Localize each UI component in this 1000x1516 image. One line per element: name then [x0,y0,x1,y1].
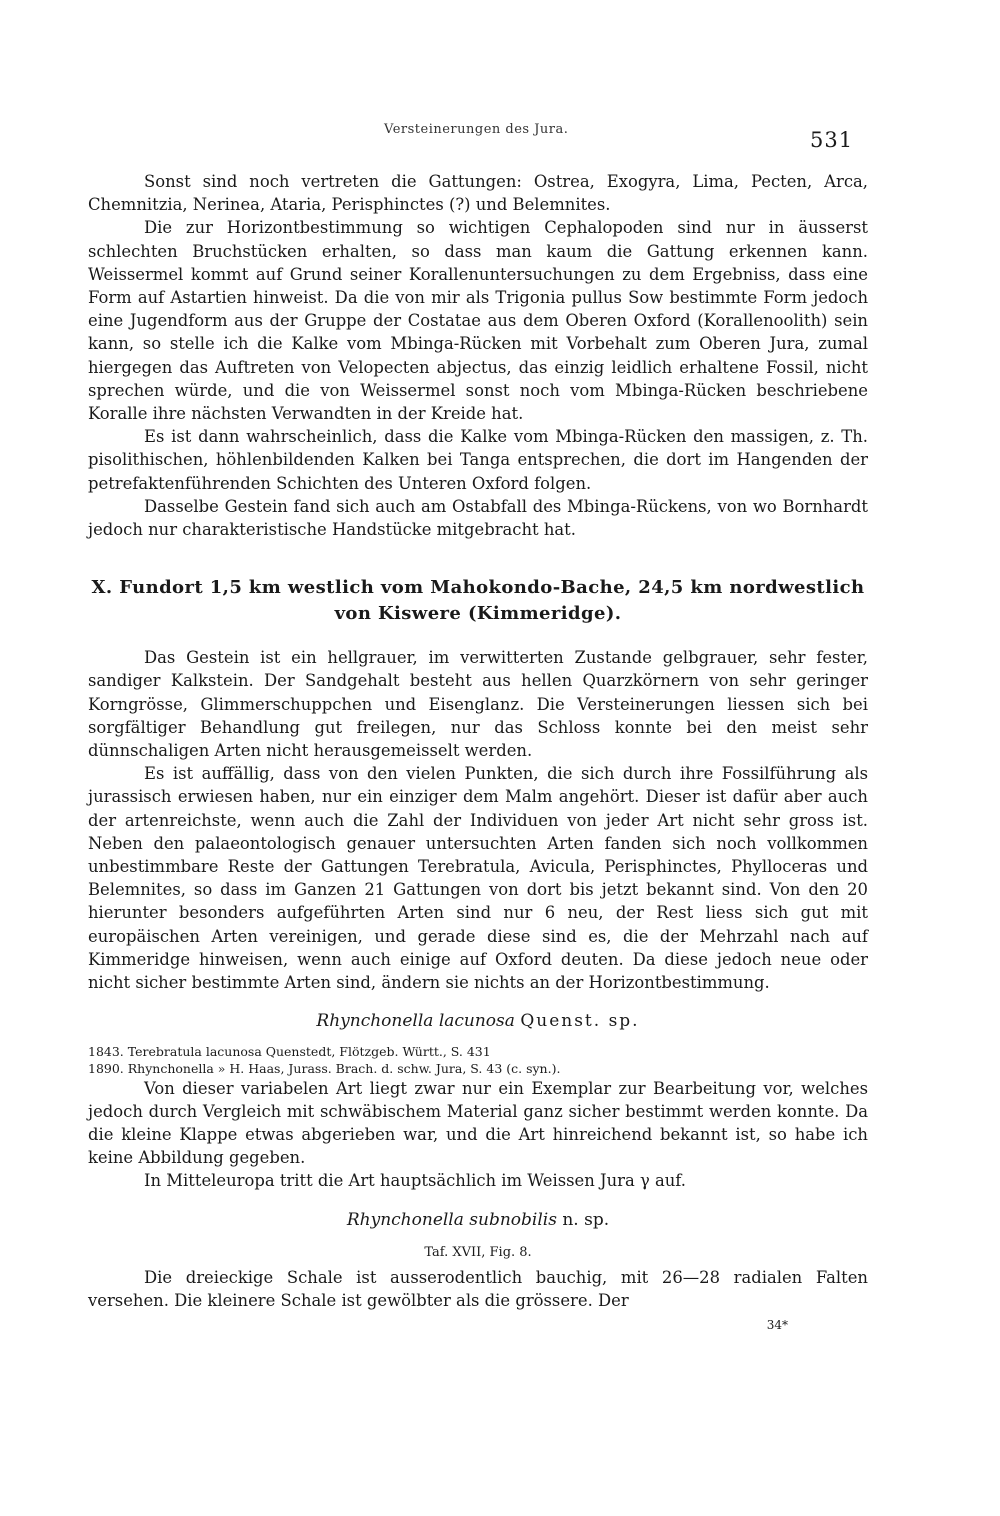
species-title [88,1010,868,1033]
species-author: n. sp. [562,1209,610,1230]
body-text [88,170,868,1338]
paragraph: Dasselbe Gestein fand sich auch am Ostabfall des Mbinga-Rückens, von wo Bornhardt jedoch nur charakteristische Handstücke mitgebracht hat. [88,496,868,540]
running-head: Versteinerungen des Jura. [384,122,569,137]
section-heading: X. Fundort 1,5 km westlich vom Mahokondo-Bache, 24,5 km nordwestlich von Kiswere (Kimmeridge). [91,577,865,625]
paragraph: Von dieser variabelen Art liegt zwar nur ein Exemplar zur Bearbeitung vor, welches jedoch durch Vergleich mit schwäbischem Material ganz sicher bestimmt werden konnte. Da die kleine Klappe etwas abgerieben war, und die Art hinreichend bekannt ist, so habe ich keine Abbildung gegeben. [88,1078,868,1168]
paragraph: Die dreieckige Schale ist ausserodentlich bauchig, mit 26—28 radialen Falten versehen. Die kleinere Schale ist gewölbter als die grössere. Der [88,1267,868,1311]
paragraph: Es ist dann wahrscheinlich, dass die Kalke vom Mbinga-Rücken den massigen, z. Th. pisolithischen, höhlenbildenden Kalken bei Tanga entsprechen, die dort im Hangenden der petrefaktenführenden Schichten des Unteren Oxford folgen. [88,427,868,493]
paragraph: Die zur Horizontbestimmung so wichtigen Cephalopoden sind nur in äusserst schlechten Bruchstücken erhalten, so dass man kaum die Gattung erkennen kann. Weissermel kommt auf Grund seiner Korallenuntersuchungen zu dem Ergebniss, dass eine Form auf Astartien hinweist. Da die von mir als Trigonia pullus Sow bestimmte Form jedoch eine Jugendform aus der Gruppe der Costatae aus dem Oberen Oxford (Korallenoolith) sein kann, so stelle ich die Kalke vom Mbinga-Rücken mit Vorbehalt zum Oberen Jura, zumal hiergegen das Auftreten von Velopecten abjectus, das einzig leidlich erhaltene Fossil, nicht sprechen würde, und die von Weissermel sonst noch vom Mbinga-Rücken beschriebene Koralle ihre nächsten Verwandten in der Kreide hat. [88,218,868,424]
paragraph: Es ist auffällig, dass von den vielen Punkten, die sich durch ihre Fossilführung als jurassisch erwiesen haben, nur ein einziger dem Malm angehört. Dieser ist dafür aber auch der artenreichste, wenn auch die Zahl der Individuen von jeder Art nicht sehr gross ist. Neben den palaeontologisch genauer untersuchten Arten fanden sich noch vollkommen unbestimmbare Reste der Gattungen Terebratula, Avicula, Perisphinctes, Phylloceras und Belemnites, so dass im Ganzen 21 Gattungen von dort bis jetzt bekannt sind. Von den 20 hierunter besonders aufgeführten Arten sind nur 6 neu, der Rest liess sich gut mit europäischen Arten vereinigen, und gerade diese sind es, die der Mehrzahl nach auf Kimmeridge hinweisen, wenn auch einige auf Oxford deuten. Da diese jedoch neue oder nicht sicher bestimmte Arten sind, ändern sie nichts an der Horizontbestimmung. [88,764,868,993]
synonymy-line: 1890. Rhynchonella » H. Haas, Jurass. Brach. d. schw. Jura, S. 43 (c. syn.). [88,1060,561,1076]
paragraph: In Mitteleuropa tritt die Art hauptsächlich im Weissen Jura γ auf. [144,1171,686,1191]
species-title [88,1209,868,1232]
species-name: Rhynchonella subnobilis [346,1209,557,1230]
synonymy-line: 1843. Terebratula lacunosa Quenstedt, Flötzgeb. Württ., S. 431 [88,1043,491,1059]
species-author: Quenst. sp. [520,1011,640,1032]
printer-signature: 34* [766,1318,788,1333]
paragraph: Das Gestein ist ein hellgrauer, im verwitterten Zustande gelbgrauer, sehr fester, sandiger Kalkstein. Der Sandgehalt besteht aus hellen Quarzkörnern von sehr geringer Korngrösse, Glimmerschuppchen und Eisenglanz. Die Versteinerungen liessen sich bei sorgfältiger Behandlung gut freilegen, nur das Schloss konnte bei den meist sehr dünnschaligen Arten nicht herausgemeisselt werden. [88,648,868,761]
paragraph: Sonst sind noch vertreten die Gattungen: Ostrea, Exogyra, Lima, Pecten, Arca, Chemnitzia, Nerinea, Ataria, Perisphinctes (?) und Belemnites. [88,172,868,215]
species-name: Rhynchonella lacunosa [316,1011,515,1032]
page-number: 531 [810,128,854,152]
plate-reference: Taf. XVII, Fig. 8. [424,1244,532,1260]
